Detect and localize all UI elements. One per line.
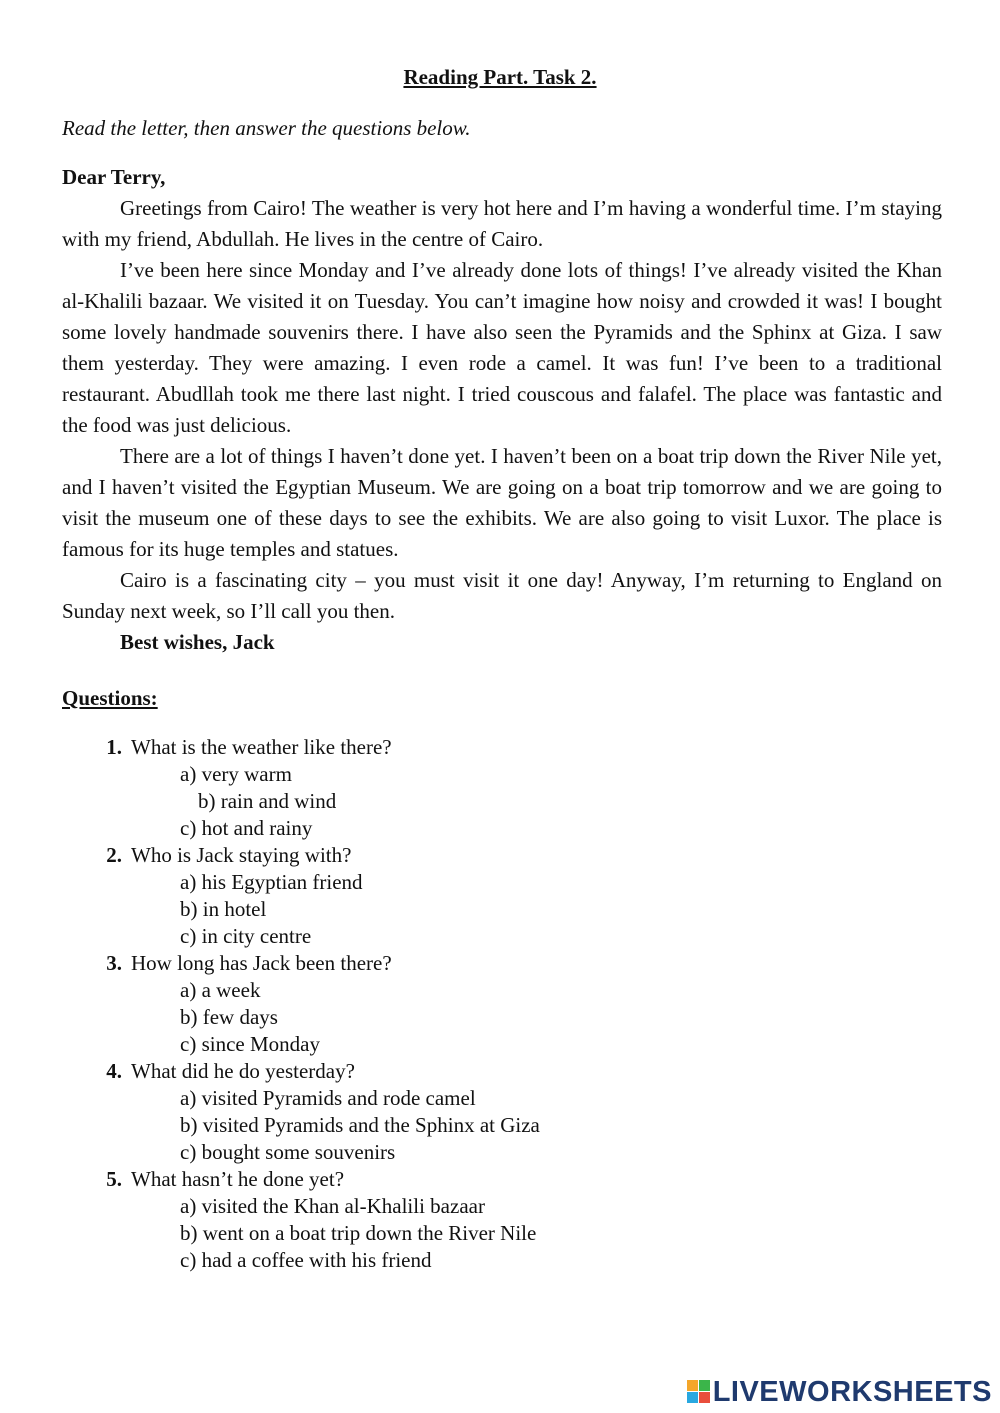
question-text: Who is Jack staying with? [131,843,352,867]
liveworksheets-logo [687,1375,992,1409]
liveworksheets-logo-icon [687,1380,711,1404]
answer-option[interactable]: a) visited the Khan al-Khalili bazaar [180,1194,485,1218]
question [62,1058,942,1085]
answer-option[interactable]: a) very warm [180,762,292,786]
letter [62,162,942,658]
instruction-text: Read the letter, then answer the questions below. [62,116,471,140]
letter-paragraph: There are a lot of things I haven’t done yet. I haven’t been on a boat trip down the River Nile yet, and I haven’t visited the Egyptian Museum. We are going on a boat trip tomorrow and we are going to visit the museum one of these days to see the exhibits. We are also going to visit Luxor. The place is famous for its huge temples and statues. [62,444,942,561]
question-text: What did he do yesterday? [131,1059,355,1083]
answer-option[interactable]: b) went on a boat trip down the River Nile [180,1221,537,1245]
question-number: 2. [106,843,122,867]
logo-square-icon [699,1392,710,1403]
question-number: 1. [106,735,122,759]
answer-option[interactable]: c) bought some souvenirs [180,1140,396,1164]
question [62,734,942,761]
questions-heading: Questions: [62,686,158,710]
question-number: 4. [106,1059,122,1083]
logo-square-icon [699,1380,710,1391]
answer-option[interactable]: a) his Egyptian friend [180,870,363,894]
question [62,842,942,869]
answer-option[interactable]: b) in hotel [180,897,267,921]
answer-option[interactable]: c) hot and rainy [180,816,313,840]
letter-salutation: Dear Terry, [62,165,166,189]
letter-paragraph: Cairo is a fascinating city – you must visit it one day! Anyway, I’m returning to England on Sunday next week, so I’ll call you then. [62,568,942,623]
answer-option[interactable]: a) visited Pyramids and rode camel [180,1086,476,1110]
answer-option[interactable]: a) a week [180,978,261,1002]
answer-option[interactable]: c) since Monday [180,1032,320,1056]
letter-paragraph: I’ve been here since Monday and I’ve already done lots of things! I’ve already visited the Khan al-Khalili bazaar. We visited it on Tuesday. You can’t imagine how noisy and crowded it was! I bought some lovely handmade souvenirs there. I have also seen the Pyramids and the Sphinx at Giza. I saw them yesterday. They were amazing. I even rode a camel. It was fun! I’ve been to a traditional restaurant. Abudllah took me there last night. I tried couscous and falafel. The place was fantastic and the food was just delicious. [62,258,942,437]
answer-option[interactable]: c) in city centre [180,924,312,948]
question-number: 3. [106,951,122,975]
logo-square-icon [687,1380,698,1391]
page-title: Reading Part. Task 2. [403,65,597,89]
answer-option[interactable]: b) few days [180,1005,278,1029]
question-text: What hasn’t he done yet? [131,1167,345,1191]
letter-signoff: Best wishes, Jack [120,630,275,654]
answer-option[interactable]: b) rain and wind [198,789,337,813]
question [62,950,942,977]
logo-text: LIVEWORKSHEETS [712,1375,992,1408]
question [62,1166,942,1193]
question-number: 5. [106,1167,122,1191]
logo-square-icon [687,1392,698,1403]
question-text: How long has Jack been there? [131,951,392,975]
question-text: What is the weather like there? [131,735,392,759]
questions-list [62,734,942,1274]
letter-paragraph: Greetings from Cairo! The weather is very hot here and I’m having a wonderful time. I’m staying with my friend, Abdullah. He lives in the centre of Cairo. [62,196,942,251]
answer-option[interactable]: b) visited Pyramids and the Sphinx at Giza [180,1113,540,1137]
answer-option[interactable]: c) had a coffee with his friend [180,1248,432,1272]
